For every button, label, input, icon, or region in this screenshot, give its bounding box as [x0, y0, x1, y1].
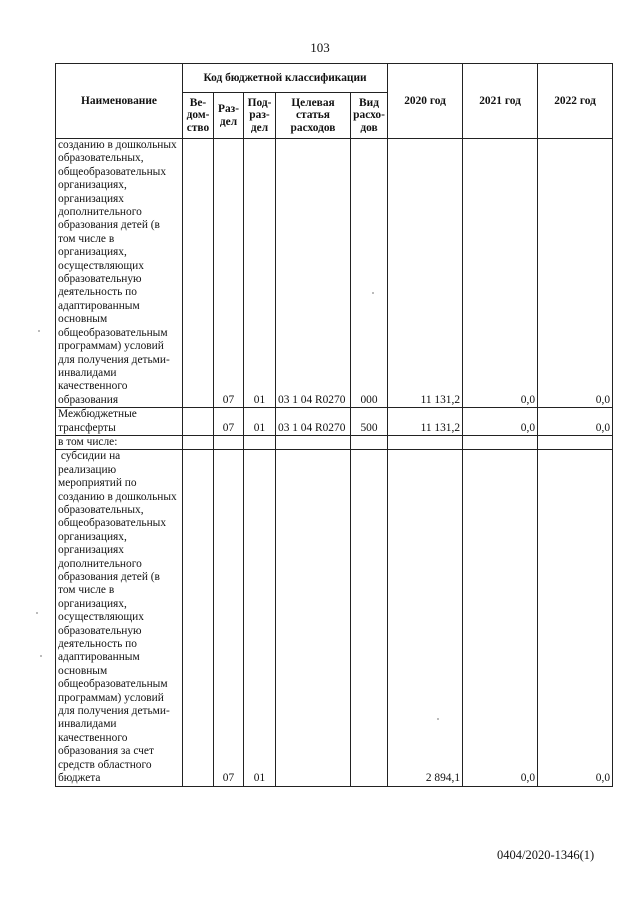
- row-razdel: 07: [214, 408, 244, 436]
- row-2020: 11 131,2: [388, 139, 463, 408]
- header-vid-raskhodov: Вид расхо- дов: [351, 93, 388, 139]
- row-2021: [463, 435, 538, 449]
- header-podrazdel: Под- раз- дел: [244, 93, 276, 139]
- row-tselevaya: 03 1 04 R0270: [276, 408, 351, 436]
- row-2021: 0,0: [463, 408, 538, 436]
- row-2020: 2 894,1: [388, 450, 463, 786]
- header-vedomstvo: Ве- дом- ство: [183, 93, 214, 139]
- row-podrazdel: 01: [244, 408, 276, 436]
- row-ved: [183, 408, 214, 436]
- row-name: Межбюджетные трансферты: [56, 408, 183, 436]
- row-podrazdel: 01: [244, 450, 276, 786]
- row-2022: 0,0: [538, 139, 613, 408]
- header-razdel: Раз- дел: [214, 93, 244, 139]
- row-name: субсидии на реализацию мероприятий по созданию в дошкольных образовательных, общеобразовательных организациях, организациях дополнительного образования детей (в том числе в организациях, осуществляющих образовательную деятельность по адаптированным основным общеобразовательным программам) условий для получения детьми-инвалидами качественного образования за счет средств областного бюджета: [56, 450, 183, 786]
- row-tselevaya: 03 1 04 R0270: [276, 139, 351, 408]
- row-razdel: 07: [214, 139, 244, 408]
- budget-table: [55, 63, 613, 787]
- header-year-2021: 2021 год: [463, 64, 538, 139]
- row-tselevaya: [276, 450, 351, 786]
- header-tselevaya-statya: Целевая статья расходов: [276, 93, 351, 139]
- page-number: 103: [310, 40, 330, 55]
- row-podrazdel: [244, 435, 276, 449]
- table-header: [56, 64, 613, 139]
- row-2021: 0,0: [463, 450, 538, 786]
- scan-speck: [38, 330, 40, 332]
- row-2021: 0,0: [463, 139, 538, 408]
- row-vid: 000: [351, 139, 388, 408]
- scan-speck: [36, 612, 38, 614]
- row-2022: 0,0: [538, 450, 613, 786]
- row-2022: [538, 435, 613, 449]
- table-row: [56, 435, 613, 449]
- row-2022: 0,0: [538, 408, 613, 436]
- scan-speck: [437, 718, 439, 720]
- row-vid: 500: [351, 408, 388, 436]
- table-row: [56, 139, 613, 408]
- scan-speck: [40, 655, 42, 657]
- row-name: в том числе:: [56, 435, 183, 449]
- row-vid: [351, 435, 388, 449]
- header-budget-classification: Код бюджетной классификации: [183, 64, 388, 93]
- scan-speck: [372, 292, 374, 294]
- row-razdel: [214, 435, 244, 449]
- row-tselevaya: [276, 435, 351, 449]
- header-year-2020: 2020 год: [388, 64, 463, 139]
- row-ved: [183, 450, 214, 786]
- header-name: Наименование: [56, 64, 183, 139]
- header-year-2022: 2022 год: [538, 64, 613, 139]
- row-2020: 11 131,2: [388, 408, 463, 436]
- row-ved: [183, 435, 214, 449]
- row-2020: [388, 435, 463, 449]
- row-ved: [183, 139, 214, 408]
- row-podrazdel: 01: [244, 139, 276, 408]
- document-code: 0404/2020-1346(1): [497, 848, 595, 862]
- table-row: [56, 450, 613, 786]
- row-vid: [351, 450, 388, 786]
- table-row: [56, 408, 613, 436]
- row-razdel: 07: [214, 450, 244, 786]
- row-name: созданию в дошкольных образовательных, общеобразовательных организациях, организациях дополнительного образования детей (в том числе в организациях, осуществляющих образовательную деятельность по адаптированным основным общеобразовательным программам) условий для получения детьми-инвалидами качественного образования: [56, 139, 183, 408]
